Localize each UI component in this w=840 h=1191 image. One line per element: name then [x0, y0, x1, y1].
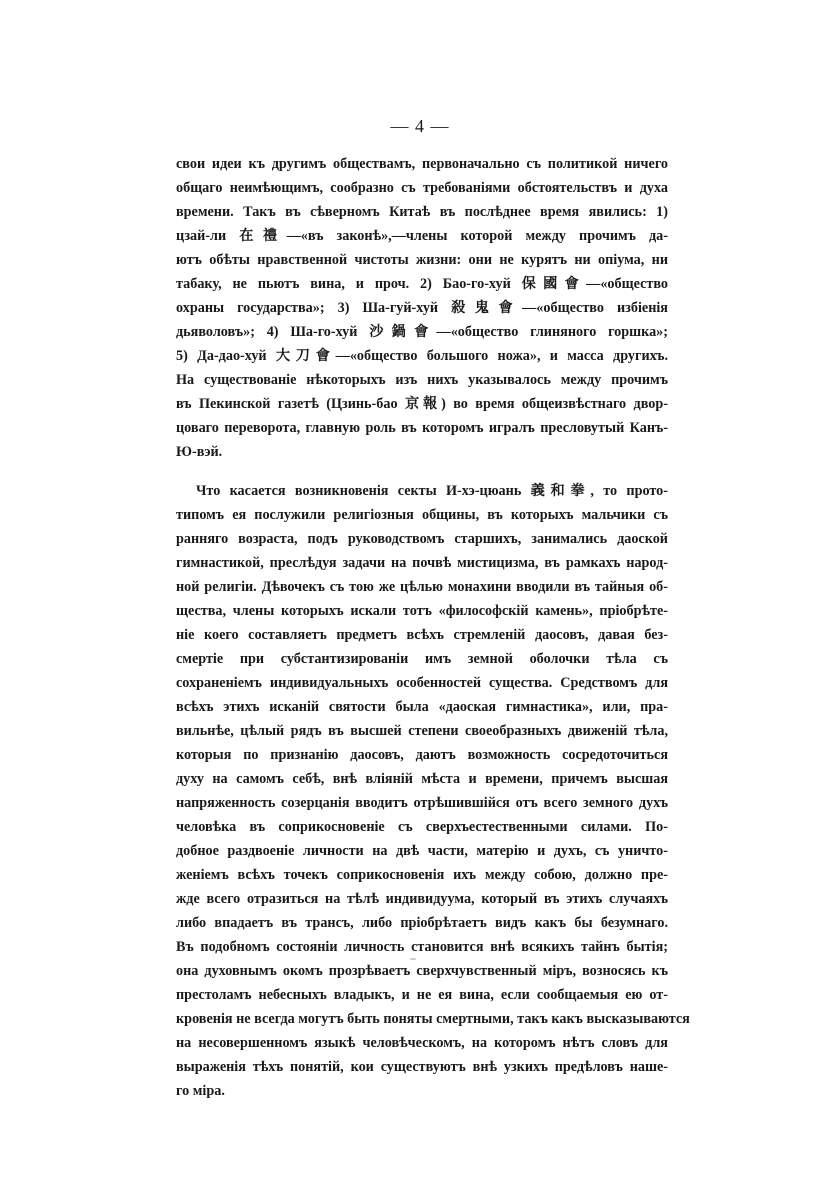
text-line: цоваго переворота, главную роль въ которомъ игралъ пресловутый Канъ-: [176, 420, 668, 436]
text-line: 5) Да-дао-хуй 大刀會—«общество большого ножа», и масса другихъ.: [176, 348, 668, 364]
text-line: типомъ ея послужили религіозныя общины, въ которыхъ мальчики съ: [176, 507, 668, 523]
text-line: духу на самомъ себѣ, внѣ вліяній мѣста и времени, причемъ высшая: [176, 771, 668, 787]
text-line: дьяволовъ»; 4) Ша-го-хуй 沙鍋會—«общество глиняного горшка»;: [176, 324, 668, 340]
text-line: сохраненіемъ индивидуальныхъ особенностей существа. Средствомъ для: [176, 675, 668, 691]
text-line: либо впадаетъ въ трансъ, либо пріобрѣтаетъ видъ какъ бы безумнаго.: [176, 915, 668, 931]
paragraph: [176, 479, 690, 1103]
paragraph: [176, 152, 668, 464]
text-line: щества, члены которыхъ искали тотъ «философскій камень», пріобрѣте-: [176, 603, 668, 619]
text-line: женіемъ всѣхъ точекъ соприкосновенія ихъ между собою, должно пре-: [176, 867, 668, 883]
text-line: свои идеи къ другимъ обществамъ, первоначально съ политикой ничего: [176, 156, 668, 172]
text-line: гимнастикой, преслѣдуя задачи на почвѣ мистицизма, въ рамкахъ народ-: [176, 555, 668, 571]
text-line: ютъ обѣты нравственной чистоты жизни: они не курятъ ни опіума, ни: [176, 252, 668, 268]
text-line: ранняго возраста, подъ руководствомъ старшихъ, занимались даоской: [176, 531, 668, 547]
body-text: [176, 152, 690, 1103]
text-line: На существованіе нѣкоторыхъ изъ нихъ указывалось между прочимъ: [176, 372, 668, 388]
page-number: — 4 —: [390, 116, 450, 136]
text-line: престоламъ небесныхъ владыкъ, и не ея вина, если сообщаемыя ею от-: [176, 987, 668, 1003]
text-line: охраны государства»; 3) Ша-гуй-хуй 殺鬼會—«общество избіенія: [176, 300, 668, 316]
text-line: ной религіи. Дѣвочекъ съ тою же цѣлью монахини вводили въ тайныя об-: [176, 579, 668, 595]
text-line: кровенія не всегда могутъ быть поняты смертными, такъ какъ высказываются: [176, 1011, 690, 1027]
text-line: добное раздвоеніе личности на двѣ части, матерію и духъ, съ уничто-: [176, 843, 668, 859]
text-line: Въ подобномъ состояніи личность становится внѣ всякихъ тайнъ бытія;: [176, 939, 668, 955]
paragraph-gap: [176, 464, 668, 479]
text-line: въ Пекинской газетѣ (Цзинь-бао 京報) во время общеизвѣстнаго двор-: [176, 396, 668, 412]
text-line: человѣка въ соприкосновеніе съ сверхъестественными силами. По-: [176, 819, 668, 835]
text-line: вильнѣе, цѣлый рядъ въ высшей степени своеобразныхъ движеній тѣла,: [176, 723, 668, 739]
text-line: которыя по признанію даосовъ, даютъ возможность сосредоточиться: [176, 747, 668, 763]
text-line: смертіе при субстантизированіи имъ земной оболочки тѣла съ: [176, 651, 668, 667]
text-line: она духовнымъ окомъ прозрѣваетъ сверхчувственный міръ, возносясь къ: [176, 963, 668, 979]
text-line: времени. Такъ въ сѣверномъ Китаѣ въ послѣднее время явились: 1): [176, 204, 668, 220]
text-line: всѣхъ этихъ исканій святости была «даоская гимнастика», или, пра-: [176, 699, 668, 715]
text-line: напряженность созерцанія вводитъ отрѣшившійся отъ всего земного духъ: [176, 795, 668, 811]
text-line: выраженія тѣхъ понятій, кои существуютъ внѣ узкихъ предѣловъ наше-: [176, 1059, 668, 1075]
text-line: жде всего отразиться на тѣлѣ индивидуума, который въ этихъ случаяхъ: [176, 891, 668, 907]
scan-mark: [410, 958, 416, 960]
text-line: Что касается возникновенія секты И-хэ-цюань 義和拳, то прото-: [196, 483, 668, 499]
text-line: го міра.: [176, 1083, 225, 1099]
text-line: общаго неимѣющимъ, сообразно съ требованіями обстоятельствъ и духа: [176, 180, 668, 196]
text-line: на несовершенномъ языкѣ человѣческомъ, на которомъ нѣтъ словъ для: [176, 1035, 668, 1051]
text-line: Ю-вэй.: [176, 444, 223, 460]
text-line: цзай-ли 在禮—«въ законѣ»,—члены которой между прочимъ да-: [176, 228, 668, 244]
text-line: табаку, не пьютъ вина, и проч. 2) Бао-го-хуй 保國會—«общество: [176, 276, 668, 292]
text-line: ніе коего составляетъ предметъ всѣхъ стремленій даосовъ, давая без-: [176, 627, 668, 643]
